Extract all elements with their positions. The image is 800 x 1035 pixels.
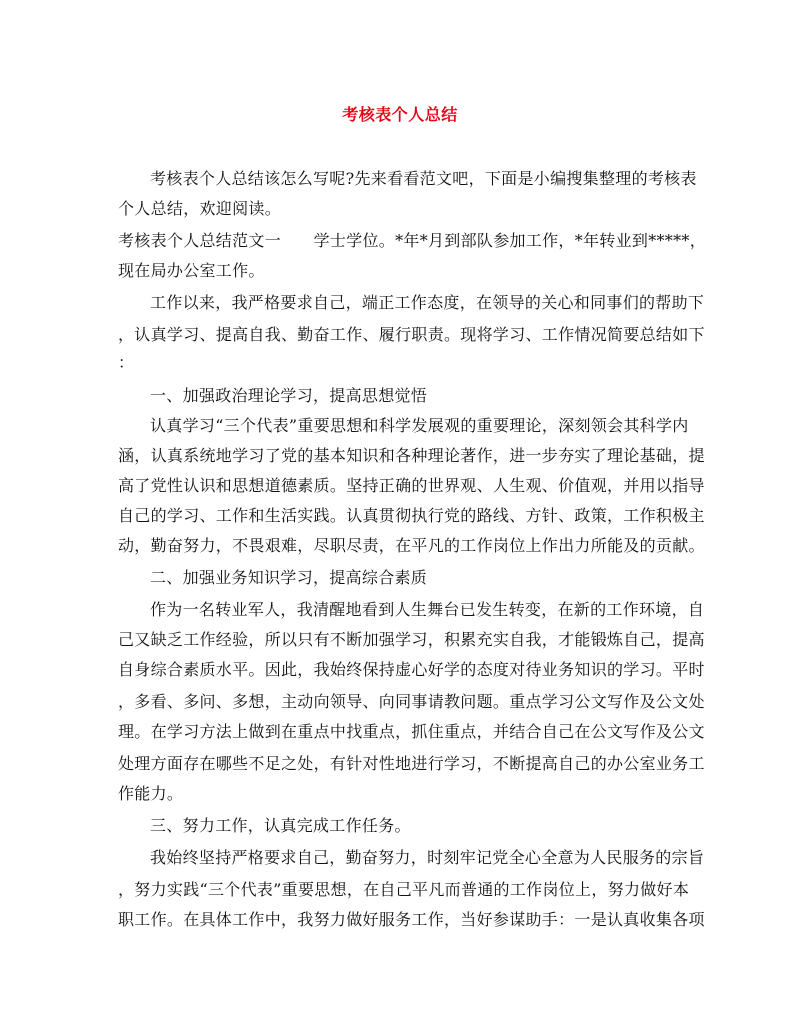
paragraph-line: 作能力。	[118, 784, 184, 803]
paragraph-line: 处理方面存在哪些不足之处，有针对性地进行学习，不断提高自己的办公室业务工	[118, 754, 705, 773]
paragraph-line: 现在局办公室工作。	[118, 261, 265, 280]
paragraph-line: 考核表个人总结该怎么写呢?先来看看范文吧，下面是小编搜集整理的考核表	[150, 169, 697, 188]
page-title: 考核表个人总结	[342, 105, 458, 124]
paragraph-line: 自己的学习、工作和生活实践。认真贯彻执行党的路线、方针、政策，工作积极主	[118, 506, 705, 525]
section-heading: 三、努力工作，认真完成工作任务。	[150, 816, 411, 835]
paragraph-line: 理。在学习方法上做到在重点中找重点，抓住重点，并结合自己在公文写作及公文	[118, 722, 705, 741]
paragraph-line: 我始终坚持严格要求自己，勤奋努力，时刻牢记党全心全意为人民服务的宗旨	[150, 848, 705, 867]
paragraph-line: ，认真学习、提高自我、勤奋工作、履行职责。现将学习、工作情况简要总结如下	[118, 325, 705, 344]
paragraph-line: 自身综合素质水平。因此，我始终保持虚心好学的态度对待业务知识的学习。平时	[118, 660, 705, 679]
section-heading: 一、加强政治理论学习，提高思想觉悟	[150, 386, 428, 405]
paragraph-line: 认真学习“三个代表”重要思想和科学发展观的重要理论，深刻领会其科学内	[150, 416, 689, 435]
paragraph-line: ，努力实践“三个代表”重要思想，在自己平凡而普通的工作岗位上，努力做好本	[118, 880, 690, 899]
paragraph-line: 己又缺乏工作经验，所以只有不断加强学习，积累充实自我，才能锻炼自己，提高	[118, 630, 705, 649]
paragraph-line: 考核表个人总结范文一 学士学位。*年*月到部队参加工作，*年转业到*****，	[118, 231, 707, 250]
paragraph-line: 工作以来，我严格要求自己，端正工作态度，在领导的关心和同事们的帮助下	[150, 293, 705, 312]
paragraph-line: 作为一名转业军人，我清醒地看到人生舞台已发生转变，在新的工作环境，自	[150, 600, 705, 619]
paragraph-line: ：	[118, 353, 135, 372]
section-heading: 二、加强业务知识学习，提高综合素质	[150, 568, 428, 587]
paragraph-line: 个人总结，欢迎阅读。	[118, 199, 282, 218]
paragraph-line: 动，勤奋努力，不畏艰难，尽职尽责，在平凡的工作岗位上作出力所能及的贡献。	[118, 536, 705, 555]
paragraph-line: 涵，认真系统地学习了党的基本知识和各种理论著作，进一步夯实了理论基础，提	[118, 446, 705, 465]
paragraph-line: ，多看、多问、多想，主动向领导、向同事请教问题。重点学习公文写作及公文处	[118, 692, 705, 711]
paragraph-line: 职工作。在具体工作中，我努力做好服务工作，当好参谋助手：一是认真收集各项	[118, 910, 705, 929]
paragraph-line: 高了党性认识和思想道德素质。坚持正确的世界观、人生观、价值观，并用以指导	[118, 476, 705, 495]
